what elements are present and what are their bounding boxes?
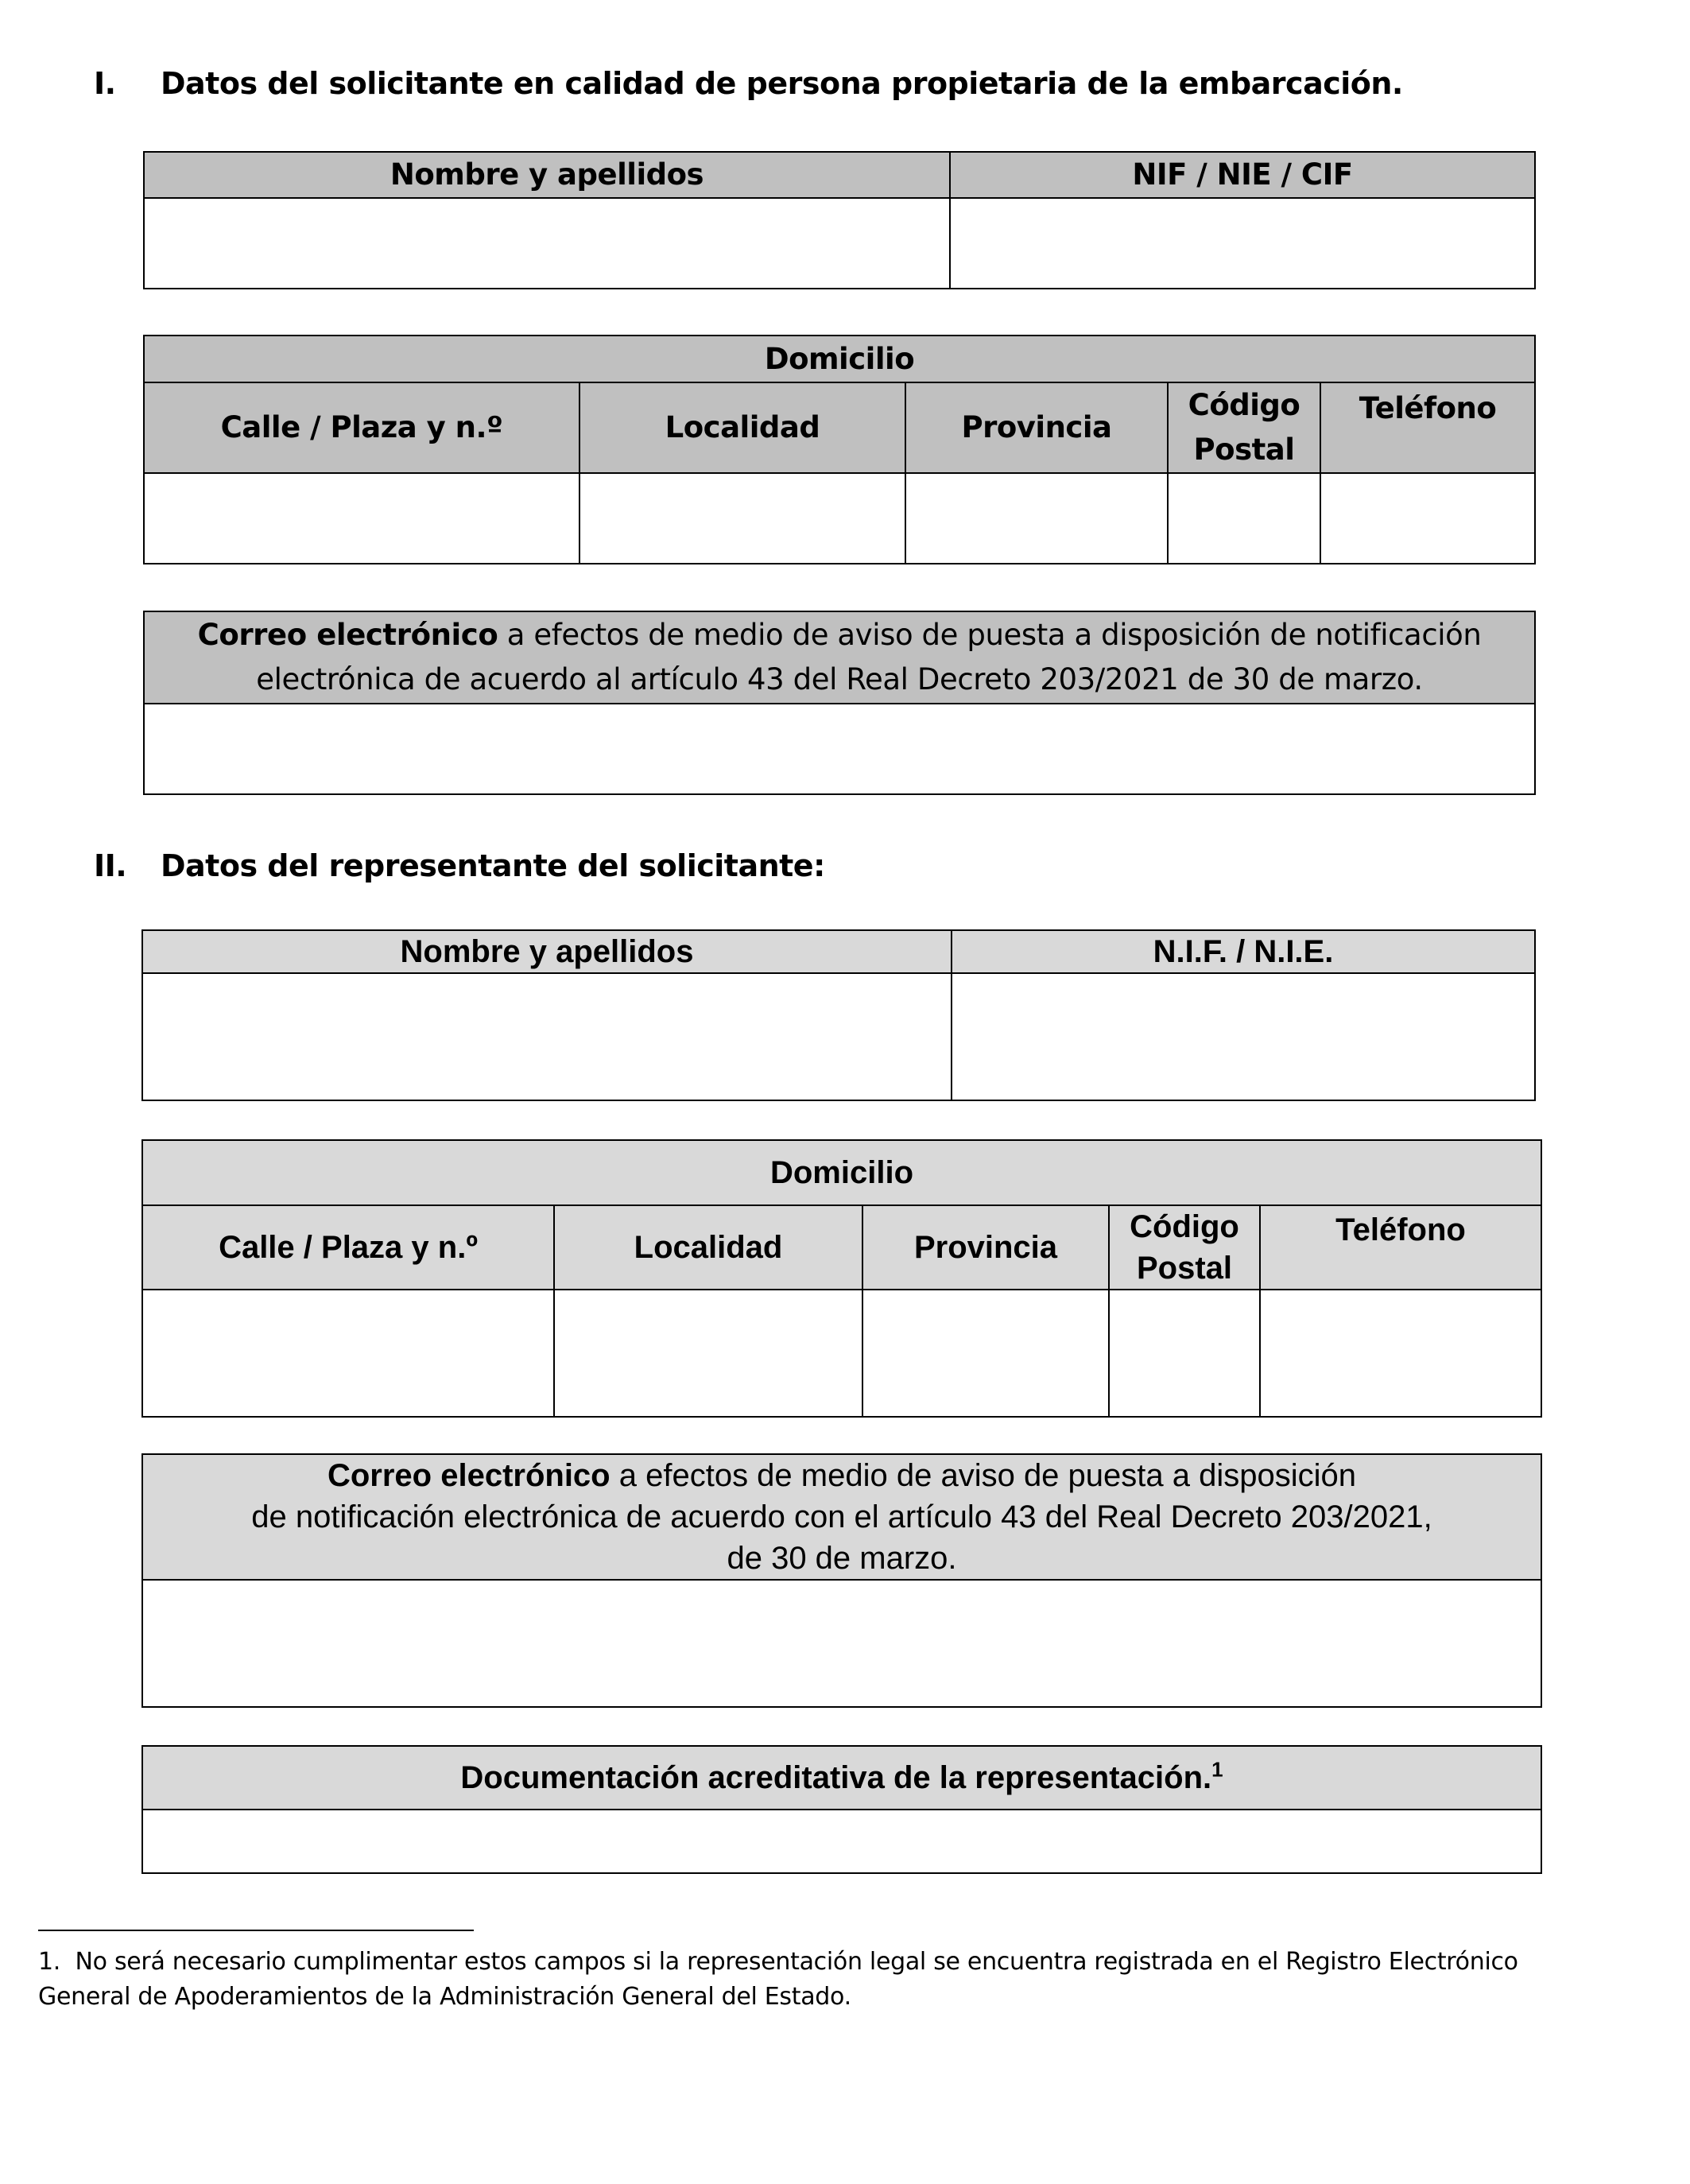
applicant-province-field[interactable] xyxy=(905,473,1168,564)
documentation-label: Documentación acreditativa de la representación. xyxy=(460,1760,1212,1795)
footnote-number: 1. xyxy=(38,1948,61,1976)
representative-email-label-bold: Correo electrónico xyxy=(327,1458,610,1493)
representative-postal-field[interactable] xyxy=(1109,1290,1260,1417)
applicant-postal-header xyxy=(1168,382,1320,473)
applicant-postal-header-line-1: Código xyxy=(1188,388,1300,422)
applicant-nif-field[interactable] xyxy=(950,198,1535,289)
applicant-email-label xyxy=(144,611,1535,704)
representative-street-field[interactable] xyxy=(142,1290,554,1417)
applicant-locality-header: Localidad xyxy=(579,382,905,473)
applicant-street-header: Calle / Plaza y n.º xyxy=(144,382,579,473)
representative-name-header: Nombre y apellidos xyxy=(142,930,952,973)
section-1-title: Datos del solicitante en calidad de persona propietaria de la embarcación. xyxy=(161,66,1403,101)
applicant-email-table xyxy=(143,611,1536,795)
representative-identity-table xyxy=(141,929,1536,1101)
footnote-text: No será necesario cumplimentar estos campos si la representación legal se encuentra registrada en el Registro Electrónico General de Apoderamientos de la Administración General del Estado. xyxy=(38,1948,1518,2011)
section-2-title: Datos del representante del solicitante: xyxy=(161,848,825,883)
representative-address-title: Domicilio xyxy=(142,1140,1541,1205)
applicant-email-field[interactable] xyxy=(144,704,1535,794)
representative-email-label xyxy=(142,1454,1541,1580)
representative-phone-field[interactable] xyxy=(1260,1290,1541,1417)
footnote-reference[interactable]: 1 xyxy=(1211,1757,1223,1782)
applicant-email-label-bold: Correo electrónico xyxy=(197,618,498,652)
applicant-email-label-rest-2: electrónica de acuerdo al artículo 43 del Real Decreto 203/2021 de 30 de marzo. xyxy=(256,662,1423,696)
representative-province-header: Provincia xyxy=(862,1205,1109,1290)
section-1-heading xyxy=(94,65,1445,102)
representative-postal-header-line-2: Postal xyxy=(1136,1251,1233,1286)
applicant-postal-header-line-2: Postal xyxy=(1193,433,1295,467)
representative-street-header: Calle / Plaza y n.º xyxy=(142,1205,554,1290)
applicant-phone-header: Teléfono xyxy=(1320,382,1535,473)
representative-email-field[interactable] xyxy=(142,1580,1541,1707)
footnote xyxy=(38,1945,1564,2015)
applicant-email-label-rest-1: a efectos de medio de aviso de puesta a disposición de notificación xyxy=(498,618,1482,652)
representative-locality-field[interactable] xyxy=(554,1290,862,1417)
applicant-name-header: Nombre y apellidos xyxy=(144,152,950,198)
representative-address-table xyxy=(141,1139,1542,1418)
representative-phone-header: Teléfono xyxy=(1260,1205,1541,1290)
representative-nif-field[interactable] xyxy=(952,973,1535,1100)
footnote-separator xyxy=(38,1930,474,1931)
applicant-name-field[interactable] xyxy=(144,198,950,289)
section-2-number: II. xyxy=(94,848,127,883)
applicant-address-title: Domicilio xyxy=(144,336,1535,382)
documentation-header xyxy=(142,1746,1541,1810)
applicant-locality-field[interactable] xyxy=(579,473,905,564)
applicant-phone-field[interactable] xyxy=(1320,473,1535,564)
representation-documentation-table xyxy=(141,1745,1542,1874)
applicant-province-header: Provincia xyxy=(905,382,1168,473)
applicant-identity-table xyxy=(143,151,1536,289)
representative-email-label-rest-2: de notificación electrónica de acuerdo con el artículo 43 del Real Decreto 203/2021, xyxy=(251,1499,1432,1534)
representative-postal-header-line-1: Código xyxy=(1130,1209,1239,1244)
section-1-number: I. xyxy=(94,66,116,101)
representative-name-field[interactable] xyxy=(142,973,952,1100)
representative-email-label-rest-1: a efectos de medio de aviso de puesta a disposición xyxy=(610,1458,1357,1493)
representative-email-table xyxy=(141,1453,1542,1708)
applicant-street-field[interactable] xyxy=(144,473,579,564)
applicant-address-table xyxy=(143,335,1536,564)
representative-province-field[interactable] xyxy=(862,1290,1109,1417)
applicant-postal-field[interactable] xyxy=(1168,473,1320,564)
representative-locality-header: Localidad xyxy=(554,1205,862,1290)
representative-nif-header: N.I.F. / N.I.E. xyxy=(952,930,1535,973)
documentation-field[interactable] xyxy=(142,1810,1541,1873)
applicant-nif-header: NIF / NIE / CIF xyxy=(950,152,1535,198)
representative-postal-header xyxy=(1109,1205,1260,1290)
representative-email-label-rest-3: de 30 de marzo. xyxy=(727,1541,957,1576)
section-2-heading xyxy=(94,848,1445,884)
